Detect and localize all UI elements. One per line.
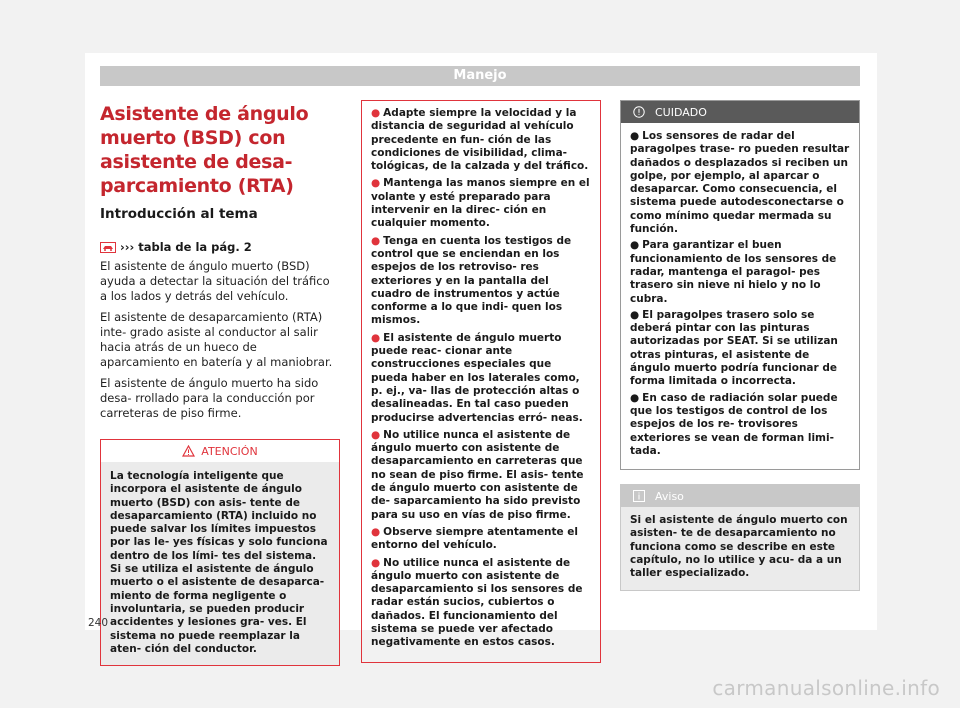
bullet-icon: ● <box>371 107 381 119</box>
atencion-box <box>100 439 340 666</box>
aviso-box <box>620 484 860 590</box>
bullet-icon: ● <box>371 525 381 538</box>
atencion-header <box>101 440 339 462</box>
list-item: ● No utilice nunca el asistente de ángulo muerto con asistente de desaparcamiento en carreteras que no sean de piso firme. El asis- tente de ángulo muerto con asistente de de- saparcamiento ha sido previsto para su uso en vías de piso firme. <box>371 428 584 521</box>
watermark: carmanualsonline.info <box>712 676 940 700</box>
bullet-icon: ● <box>630 308 640 321</box>
bullet-icon: ● <box>371 428 381 441</box>
intro-text <box>100 259 340 421</box>
page-title: Asistente de ángulo muerto (BSD) con asistente de desa- parcamiento (RTA) <box>100 103 309 197</box>
car-reference-icon <box>100 242 116 253</box>
aviso-label: Aviso <box>655 489 684 503</box>
list-item: ● Adapte siempre la velocidad y la distancia de seguridad al vehículo precedente en fun- ción de las condiciones de visibilidad, clima- tológicas, de la calzada y del tráfico. <box>371 107 589 173</box>
bullet-icon: ● <box>630 391 640 404</box>
bullet-icon: ● <box>371 234 381 247</box>
section-subtitle: Introducción al tema <box>100 206 258 222</box>
list-item: ● No utilice nunca el asistente de ángulo muerto con asistente de desaparcamiento si los sensores de radar están sucios, cubiertos o dañados. El funcionamiento del sistema se puede ver afectado negativamente en estos casos. <box>371 556 583 649</box>
list-item: ● Para garantizar el buen funcionamiento de los sensores de radar, mantenga el paragol- pes trasero sin nieve ni hielo y no lo cubra. <box>630 239 837 305</box>
paragraph: El asistente de ángulo muerto (BSD) ayuda a detectar la situación del tráfico a los lados y detrás del vehículo. <box>100 259 330 303</box>
bullet-icon: ● <box>371 556 381 569</box>
bullet-icon: ● <box>371 331 381 344</box>
page-number: 240 <box>88 617 109 629</box>
list-item: ● Mantenga las manos siempre en el volante y esté preparado para intervenir en la direc- ción en cualquier momento. <box>371 177 590 230</box>
info-icon <box>633 490 645 502</box>
list-item: ● El paragolpes trasero solo se deberá pintar con las pinturas autorizadas por SEAT. Si se utilizan otras pinturas, el asistente de ángulo muerto podría funcionar de forma limitada o incorrecta. <box>630 308 838 388</box>
cuidado-list <box>621 123 859 469</box>
cuidado-header <box>621 101 859 123</box>
atencion-text: La tecnología inteligente que incorpora el asistente de ángulo muerto (BSD) con asis- tente de desaparcamiento (RTA) incluido no puede salvar los límites impuestos por las le- yes físicas y solo funciona dentro de los lími- tes del sistema. Si se utiliza el asistente de ángulo muerto o el asistente de desaparca- miento de forma negligente o involuntaria, se pueden producir accidentes y lesiones gra- ves. El sistema no puede reemplazar la aten- ción del conductor. <box>101 462 339 665</box>
table-reference-text: ››› tabla de la pág. 2 <box>120 240 252 254</box>
list-item: ● Observe siempre atentamente el entorno del vehículo. <box>371 525 579 552</box>
cuidado-label: CUIDADO <box>655 105 707 119</box>
atencion-label: ATENCIÓN <box>201 444 258 458</box>
bullet-icon: ● <box>630 130 640 142</box>
exclamation-circle-icon <box>633 106 645 118</box>
aviso-text: Si el asistente de ángulo muerto con asisten- te de desaparcamiento no funciona como se describe en este capítulo, no lo utilice y acu- da a un taller especializado. <box>621 507 859 589</box>
cuidado-box <box>620 100 860 470</box>
column-3 <box>620 100 860 591</box>
paragraph: El asistente de ángulo muerto ha sido desa- rrollado para la conducción por carreteras de piso firme. <box>100 376 319 420</box>
atencion-continued-box <box>361 100 601 663</box>
list-item: ● En caso de radiación solar puede que los testigos de control de los espejos de los re- trovisores exteriores se vean de forman limi- tada. <box>630 391 838 457</box>
bullet-icon: ● <box>371 177 381 190</box>
table-reference[interactable] <box>100 240 340 254</box>
column-2 <box>361 100 601 663</box>
warning-list <box>362 101 600 662</box>
bullet-icon: ● <box>630 239 640 252</box>
list-item: ● Tenga en cuenta los testigos de control que se enciendan en los espejos de los retroviso- res exteriores y en la pantalla del cuadro de instrumentos y actúe conforme a lo que indi- quen los mismos. <box>371 234 572 327</box>
column-1 <box>100 100 340 666</box>
paragraph: El asistente de desaparcamiento (RTA) inte- grado asiste al conductor al salir hacia atrás de un hueco de aparcamiento en batería y al maniobrar. <box>100 310 333 369</box>
list-item: ● Los sensores de radar del paragolpes trase- ro pueden resultar dañados o desplazados si reciben un golpe, por ejemplo, al aparcar o desaparcar. Como consecuencia, el sistema puede autodesconectarse o como mínimo quedar mermada su función. <box>630 130 850 236</box>
aviso-header <box>621 485 859 507</box>
warning-triangle-icon <box>182 445 195 457</box>
section-header: Manejo <box>100 66 860 86</box>
list-item: ● El asistente de ángulo muerto puede reac- cionar ante construcciones especiales que pueda haber en los laterales como, p. ej., va- llas de protección altas o desalineadas. En tal caso pueden producirse advertencias erró- neas. <box>371 331 583 424</box>
